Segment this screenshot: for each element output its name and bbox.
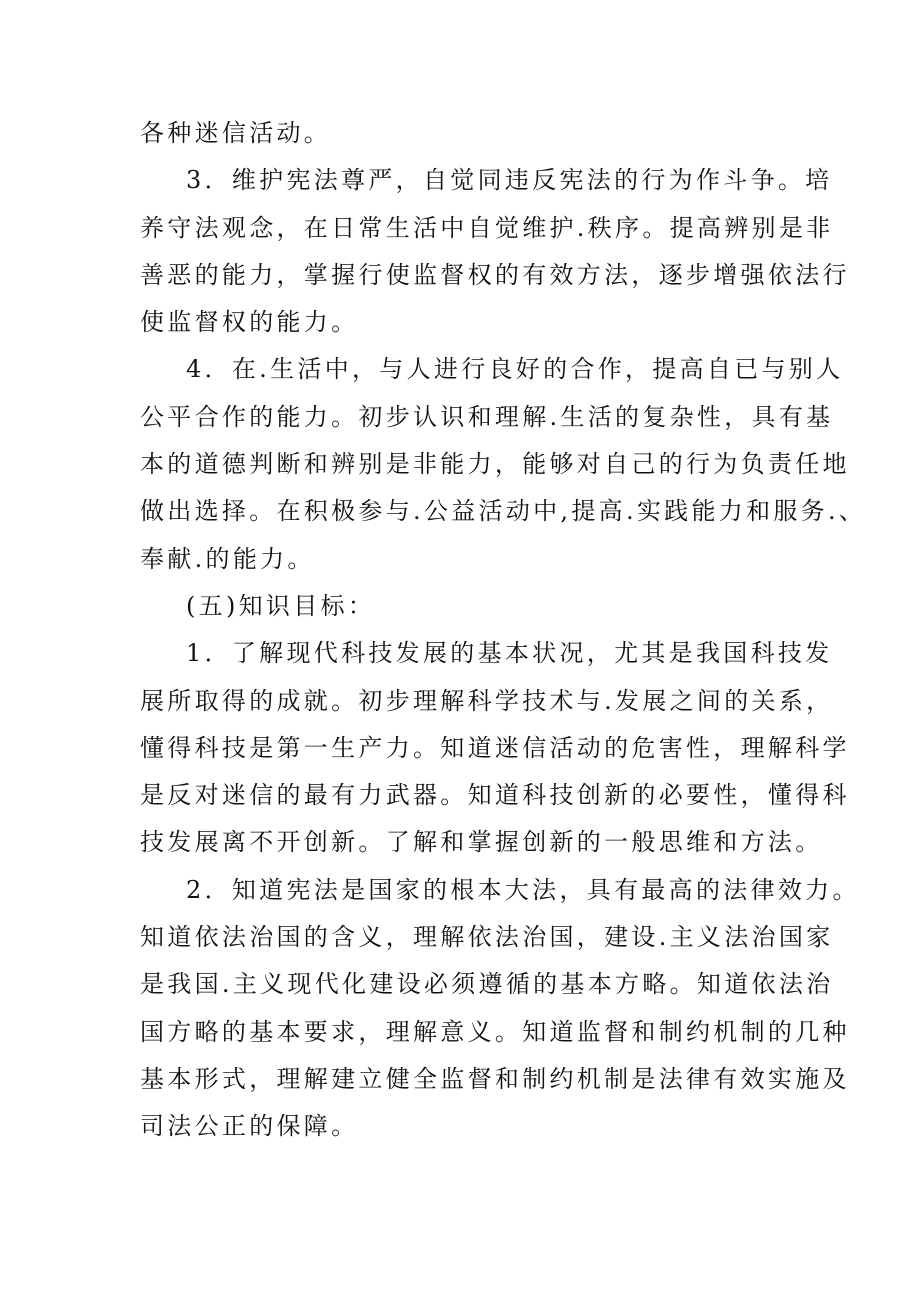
text-line: 懂得科技是第一生产力。知道迷信活动的危害性，理解科学 xyxy=(140,733,850,762)
paragraph-start-line: 3．维护宪法尊严，自觉同违反宪法的行为作斗争。培 xyxy=(186,166,833,195)
text-line: 国方略的基本要求，理解意义。知道监督和制约机制的几种 xyxy=(140,1017,850,1046)
text-line: 奉献.的能力。 xyxy=(140,544,315,573)
text-line: 公平合作的能力。初步认识和理解.生活的复杂性，具有基 xyxy=(140,402,834,431)
text-line: 技发展离不开创新。了解和掌握创新的一般思维和方法。 xyxy=(140,828,823,857)
paragraph-start-line: 1．了解现代科技发展的基本状况，尤其是我国科技发 xyxy=(186,639,833,668)
text-line: 知道依法治国的含义，理解依法治国，建设.主义法治国家 xyxy=(140,923,834,952)
text-line: 做出选择。在积极参与.公益活动中,提高.实践能力和服务.、 xyxy=(140,497,867,526)
text-line: 本的道德判断和辨别是非能力，能够对自己的行为负责任地 xyxy=(140,450,850,479)
text-line: 使监督权的能力。 xyxy=(140,308,359,337)
paragraph-start-line: 4．在.生活中，与人进行良好的合作，提高自已与别人 xyxy=(186,355,844,384)
paragraph-start-line: (五)知识目标： xyxy=(186,591,376,620)
text-line: 各种迷信活动。 xyxy=(140,119,332,147)
text-line: 善恶的能力，掌握行使监督权的有效方法，逐步增强依法行 xyxy=(140,260,850,289)
text-line: 养守法观念，在日常生活中自觉维护.秩序。提高辨别是非 xyxy=(140,213,834,242)
text-line: 基本形式，理解建立健全监督和制约机制是法律有效实施及 xyxy=(140,1064,850,1093)
text-line: 司法公正的保障。 xyxy=(140,1112,359,1141)
text-line: 是我国.主义现代化建设必须遵循的基本方略。知道依法治 xyxy=(140,970,834,999)
paragraph-start-line: 2．知道宪法是国家的根本大法，具有最高的法律效力。 xyxy=(186,875,860,904)
text-line: 是反对迷信的最有力武器。知道科技创新的必要性，懂得科 xyxy=(140,781,850,810)
text-line: 展所取得的成就。初步理解科学技术与.发展之间的关系， xyxy=(140,686,834,715)
document-body xyxy=(140,110,867,1151)
